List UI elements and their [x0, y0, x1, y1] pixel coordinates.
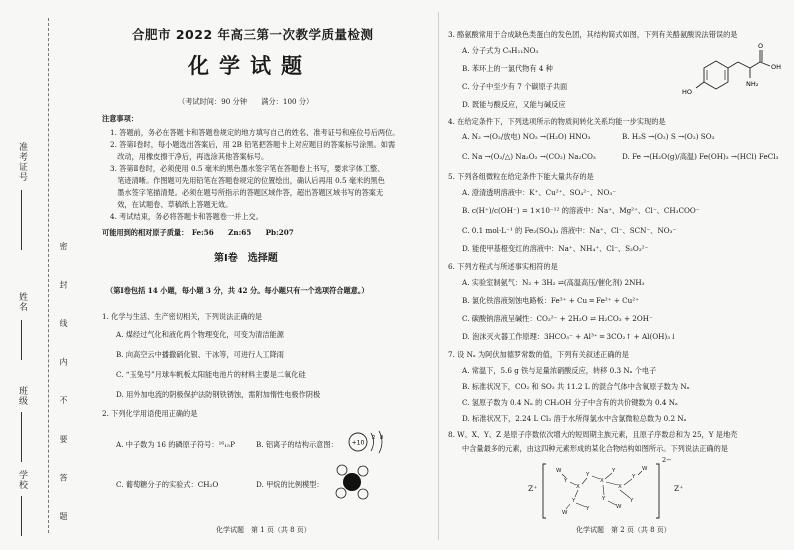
q3-option-c: C. 分子中至少有 7 个碳原子共面 — [462, 82, 568, 91]
svg-text:W: W — [562, 510, 568, 516]
q1-option-c: C. “玉兔号”月球车帆板太阳能电池片的材料主要是二氧化硅 — [116, 370, 306, 379]
svg-text:Y: Y — [564, 478, 568, 484]
section-note: （第Ⅰ卷包括 14 小题，每小题 3 分，共 42 分。每小题只有一个选项符合题意。） — [106, 286, 369, 295]
q4-option-c: C. Na →(O₂/△) Na₂O₂ →(CO₂) Na₂CO₃ — [462, 152, 596, 161]
class-write-line — [21, 412, 22, 462]
mol-label-ho: HO — [682, 88, 693, 96]
seal-warning: 密 封 线 内 不 要 答 题 — [59, 242, 68, 534]
mol-label-o: O — [758, 42, 764, 50]
question-6: 6. 下列方程式与所述事实相符的是 — [448, 262, 558, 271]
notice-2: 2. 答第Ⅰ卷时，每小题选出答案后，用 2B 铅笔把答题卡上对应题目的答案标号涂黑。如需 — [110, 140, 396, 149]
q7-option-c: C. 氢原子数为 0.4 Nₐ 的 CH₃OH 分子中含有的共价键数为 0.4 Nₐ — [462, 398, 678, 407]
q4-option-b: B. H₂S →(O₂) S →(O₂) SO₃ — [622, 132, 715, 141]
q6-option-d: D. 泡沫灭火器工作原理：3HCO₃⁻ + Al³⁺ ═ 3CO₂↑ + Al(OH)₃↓ — [462, 332, 677, 341]
q5-option-b: B. c(H⁺)/c(OH⁻) = 1×10⁻¹² 的溶液中：Na⁺、Mg²⁺、Cl⁻、CH₃COO⁻ — [462, 206, 700, 215]
svg-text:Y: Y — [586, 472, 590, 478]
q4-option-d: D. Fe →(H₂O(g)/高温) Fe(OH)₃ →(HCl) FeCl₃ — [622, 152, 779, 161]
class-label: 班级 — [17, 386, 27, 406]
seal-dashed-line — [48, 18, 49, 533]
q3-option-d: D. 既能与酸反应，又能与碱反应 — [462, 100, 566, 109]
q1-option-b: B. 向高空云中播撒硝化银、干冰等，可进行人工降雨 — [116, 350, 284, 359]
svg-text:Y: Y — [612, 468, 616, 474]
q5-option-a: A. 澄清透明溶液中：K⁺、Cu²⁺、SO₄²⁻、NO₃⁻ — [462, 188, 617, 197]
question-8-line-1: 8. W、X、Y、Z 是原子序数依次增大的短周期主族元素，且原子序数总和为 25，Y 是地壳 — [448, 430, 738, 439]
exam-title: 合肥市 2022 年高三第一次教学质量检测 — [132, 27, 374, 42]
q7-option-b: B. 标准状况下，CO₂ 和 SO₂ 共 11.2 L 的混合气体中含氧原子数为 Nₐ — [462, 382, 690, 391]
svg-text:W: W — [616, 504, 622, 510]
q3-option-a: A. 分子式为 C₉H₁₁NO₃ — [462, 46, 539, 55]
svg-text:X: X — [600, 478, 604, 484]
atomic-mass: 可能用到的相对原子质量： Fe:56 Zn:65 Pb:207 — [102, 228, 294, 237]
q5-option-c: C. 0.1 mol·L⁻¹ 的 Fe₂(SO₄)₃ 溶液中：Na⁺、Cl⁻、SCN⁻、NO₃⁻ — [462, 226, 677, 235]
compound-structure — [542, 458, 670, 524]
id-write-line — [21, 190, 22, 250]
notice-4: 4. 考试结束，务必将答题卡和答题卷一并上交。 — [110, 212, 263, 221]
right-footer: 化学试题 第 2 页（共 8 页） — [576, 526, 671, 534]
q2-option-a: A. 中子数为 16 的磷原子符号：¹⁶₁₅P — [116, 440, 235, 449]
q2-option-d: D. 甲烷的比例模型： — [256, 480, 324, 489]
mol-label-oh: OH — [771, 63, 782, 71]
q4-option-a: A. N₂ →(O₂/放电) NO₂ →(H₂O) HNO₃ — [462, 132, 591, 141]
svg-text:Y: Y — [630, 498, 634, 504]
q7-option-a: A. 常温下，5.6 g 铁与足量浓硝酸反应，转移 0.3 Nₐ 个电子 — [462, 366, 657, 375]
svg-text:Y: Y — [632, 474, 636, 480]
notice-2b: 改动，用橡皮擦干净后，再选涂其他答案标号。 — [110, 152, 269, 161]
notice-3c: 墨水签字笔描清楚。必须在题号所指示的答题区域作答，超出答题区域书写的答案无 — [110, 188, 384, 197]
question-3: 3. 酪氨酸常用于合成缺色类蛋白的发色团，其结构简式如图，下列有关酪氨酸说法错误的是 — [448, 30, 738, 39]
q1-option-a: A. 煤经过气化和液化两个物理变化，可变为清洁能源 — [116, 330, 284, 339]
aluminum-ion-diagram — [346, 428, 390, 456]
left-footer: 化学试题 第 1 页（共 8 页） — [216, 526, 311, 534]
svg-text:Y: Y — [586, 506, 590, 512]
cation-left: Z⁺ — [528, 484, 538, 493]
subject-title: 化学试题 — [188, 54, 312, 78]
ion-nucleus-label: +10 — [351, 439, 365, 447]
q2-option-c: C. 葡萄糖分子的实验式：CH₂O — [116, 480, 219, 489]
q3-option-b: B. 苯环上的一氯代物有 4 种 — [462, 64, 553, 73]
notice-3b: 笔迹清晰。作图题可先用铅笔在答题卷规定的位置绘出，确认后再用 0.5 毫米的黑色 — [110, 176, 385, 185]
notice-heading: 注意事项： — [102, 114, 138, 123]
q5-option-d: D. 能使甲基橙变红的溶液中：Na⁺、NH₄⁺、Cl⁻、S₂O₃²⁻ — [462, 244, 649, 253]
notice-1: 1. 答题前，务必在答题卡和答题卷规定的地方填写自己的姓名、准考证号和座位号后两位。 — [110, 128, 400, 137]
q7-option-d: D. 标准状况下，2.24 L Cl₂ 溶于水所得氯水中含氯微粒总数为 0.2 Nₐ — [462, 414, 687, 423]
binding-strip — [0, 0, 96, 550]
time-score: （考试时间：90 分钟 满分：100 分） — [178, 97, 314, 106]
section-heading: 第Ⅰ卷 选择题 — [214, 253, 278, 264]
methane-model — [332, 462, 372, 502]
mol-label-nh2: NH₂ — [746, 80, 759, 88]
svg-text:Y: Y — [602, 496, 606, 502]
anion-charge: 2− — [662, 456, 672, 464]
tyrosine-structure — [674, 40, 790, 104]
name-label: 姓名 — [17, 292, 27, 312]
svg-text:8: 8 — [380, 435, 384, 441]
notice-3d: 效，在试题卷、草稿纸上答题无效。 — [110, 200, 233, 209]
id-label: 准考证号 — [17, 142, 27, 182]
question-4: 4. 在给定条件下，下列选项所示的物质间转化关系均能一步实现的是 — [448, 117, 666, 126]
svg-text:X: X — [618, 484, 622, 490]
svg-text:X: X — [576, 484, 580, 490]
question-8-line-2: 中含量最多的元素，由这四种元素形成的某化合物结构如图所示。下列说法正确的是 — [462, 444, 728, 453]
page-divider — [438, 12, 439, 540]
name-write-line — [21, 320, 22, 360]
q6-option-c: C. 碳酸钠溶液呈碱性：CO₃²⁻ + 2H₂O ⇌ H₂CO₃ + 2OH⁻ — [462, 314, 653, 323]
q1-option-d: D. 用外加电流的阴极保护法防钢铁锈蚀，需附加惰性电极作阴极 — [116, 390, 321, 399]
cation-right: Z⁺ — [674, 484, 684, 493]
question-2: 2. 下列化学用语使用正确的是 — [102, 409, 198, 418]
q6-option-a: A. 实验室制氨气：N₂ + 3H₂ ⇌(高温高压/催化剂) 2NH₃ — [462, 278, 645, 287]
school-write-line — [21, 496, 22, 536]
question-5: 5. 下列各组微粒在给定条件下能大量共存的是 — [448, 172, 594, 181]
notice-3: 3. 答第Ⅱ卷时，必须使用 0.5 毫米的黑色墨水签字笔在答题卷上书写，要求字体工整、 — [110, 164, 385, 173]
svg-text:W: W — [556, 468, 562, 474]
q2-option-b: B. 铝离子的结构示意图： — [256, 440, 338, 449]
svg-text:W: W — [642, 466, 648, 472]
question-1: 1. 化学与生活、生产密切相关，下列说法正确的是 — [102, 312, 263, 321]
svg-text:Y: Y — [572, 498, 576, 504]
question-7: 7. 设 Nₐ 为阿伏加德罗常数的值，下列有关叙述正确的是 — [448, 350, 629, 359]
school-label: 学校 — [17, 470, 27, 490]
q6-option-b: B. 氯化铁溶液刻蚀电路板：Fe³⁺ + Cu ═ Fe²⁺ + Cu²⁺ — [462, 296, 639, 305]
svg-text:2: 2 — [372, 435, 376, 441]
